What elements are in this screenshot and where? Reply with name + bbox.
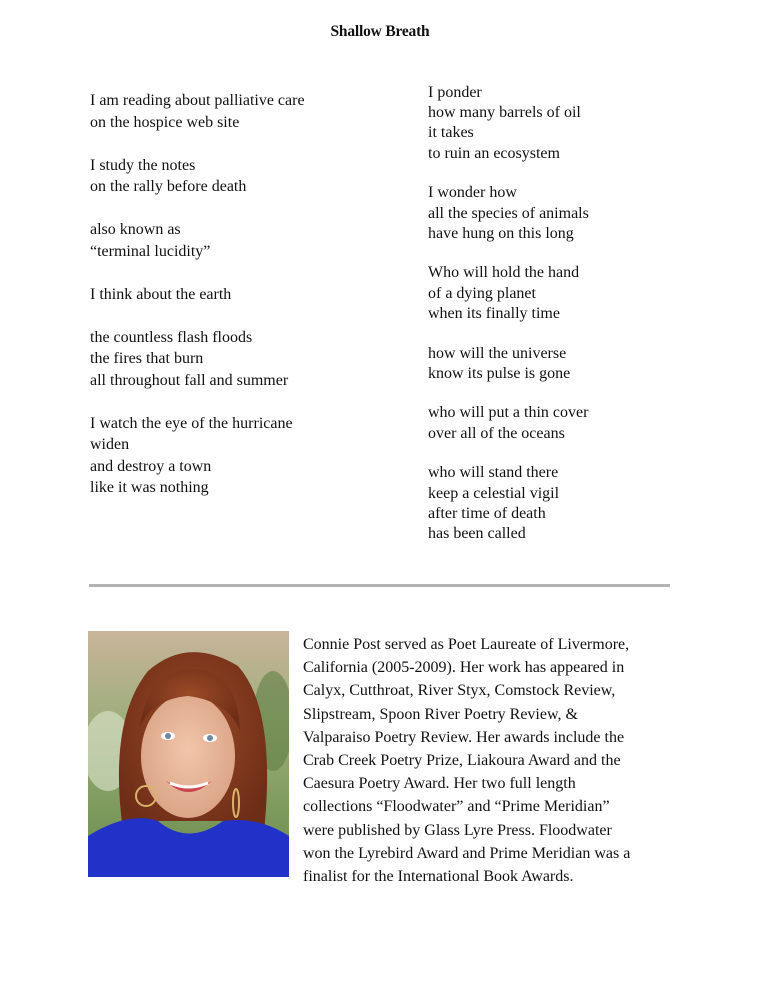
poem-line: how will the universe: [428, 344, 567, 362]
bio-line: finalist for the International Book Awards.: [303, 868, 574, 886]
poem-line: it takes: [428, 124, 474, 142]
poem-line: and destroy a town: [90, 457, 212, 475]
poem-line: keep a celestial vigil: [428, 484, 560, 502]
author-bio: [303, 633, 678, 888]
poem-line: who will put a thin cover: [428, 404, 589, 422]
poem-line: I ponder: [428, 84, 482, 101]
poem-line: over all of the oceans: [428, 424, 565, 442]
poem-line: the countless flash floods: [90, 328, 253, 346]
stanza: [90, 327, 305, 392]
poem-line: know its pulse is gone: [428, 364, 571, 382]
poem-left-column: [90, 90, 305, 520]
poem-title: Shallow Breath: [330, 23, 430, 40]
poem-line: of a dying planet: [428, 284, 536, 302]
poem-line: to ruin an ecosystem: [428, 144, 560, 162]
stanza: [428, 463, 589, 544]
bio-line: Calyx, Cutthroat, River Styx, Comstock Review,: [303, 682, 616, 700]
poem-line: I am reading about palliative care: [90, 92, 305, 109]
stanza: [90, 155, 305, 198]
poem-line: all throughout fall and summer: [90, 371, 289, 389]
bio-line: collections “Floodwater” and “Prime Meridian”: [303, 798, 610, 816]
poem-line: have hung on this long: [428, 224, 574, 242]
stanza: [428, 263, 589, 324]
poem-line: I watch the eye of the hurricane: [90, 414, 293, 432]
stanza: [90, 413, 305, 499]
bio-line: Valparaiso Poetry Review. Her awards include the: [303, 728, 625, 746]
poem-line: how many barrels of oil: [428, 104, 581, 122]
poem-line: also known as: [90, 221, 181, 238]
bio-line: Caesura Poetry Award. Her two full length: [303, 775, 576, 793]
poem-line: I study the notes: [90, 156, 196, 174]
portrait-image: [88, 631, 289, 877]
stanza: [90, 219, 305, 262]
stanza: [428, 183, 589, 244]
bio-line: Connie Post served as Poet Laureate of Livermore,: [303, 636, 630, 653]
poem-line: on the hospice web site: [90, 113, 240, 131]
poem-line: has been called: [428, 524, 526, 542]
bio-line: Slipstream, Spoon River Poetry Review, &: [303, 705, 578, 723]
section-divider: [89, 584, 670, 587]
poem-line: widen: [90, 436, 130, 453]
poem-line: Who will hold the hand: [428, 264, 580, 282]
stanza: [428, 403, 589, 443]
poem-line: “terminal lucidity”: [90, 242, 211, 260]
poem-line: after time of death: [428, 504, 546, 522]
stanza: [428, 344, 589, 384]
poem-right-column: [428, 83, 589, 564]
poem-line: like it was nothing: [90, 479, 209, 496]
author-photo: [88, 631, 289, 877]
poem-line: I think about the earth: [90, 285, 232, 303]
stanza: [428, 83, 589, 164]
poem-line: when its finally time: [428, 304, 560, 322]
bio-line: California (2005-2009). Her work has appeared in: [303, 659, 625, 677]
poem-line: who will stand there: [428, 464, 559, 482]
bio-line: were published by Glass Lyre Press. Floodwater: [303, 821, 612, 839]
poem-line: the fires that burn: [90, 350, 204, 367]
stanza: [90, 90, 305, 133]
poem-line: on the rally before death: [90, 178, 247, 195]
poem-line: all the species of animals: [428, 204, 589, 222]
poem-line: I wonder how: [428, 184, 517, 202]
stanza: [90, 284, 305, 306]
bio-line: Crab Creek Poetry Prize, Liakoura Award and the: [303, 752, 621, 770]
bio-line: won the Lyrebird Award and Prime Meridian was a: [303, 844, 631, 862]
